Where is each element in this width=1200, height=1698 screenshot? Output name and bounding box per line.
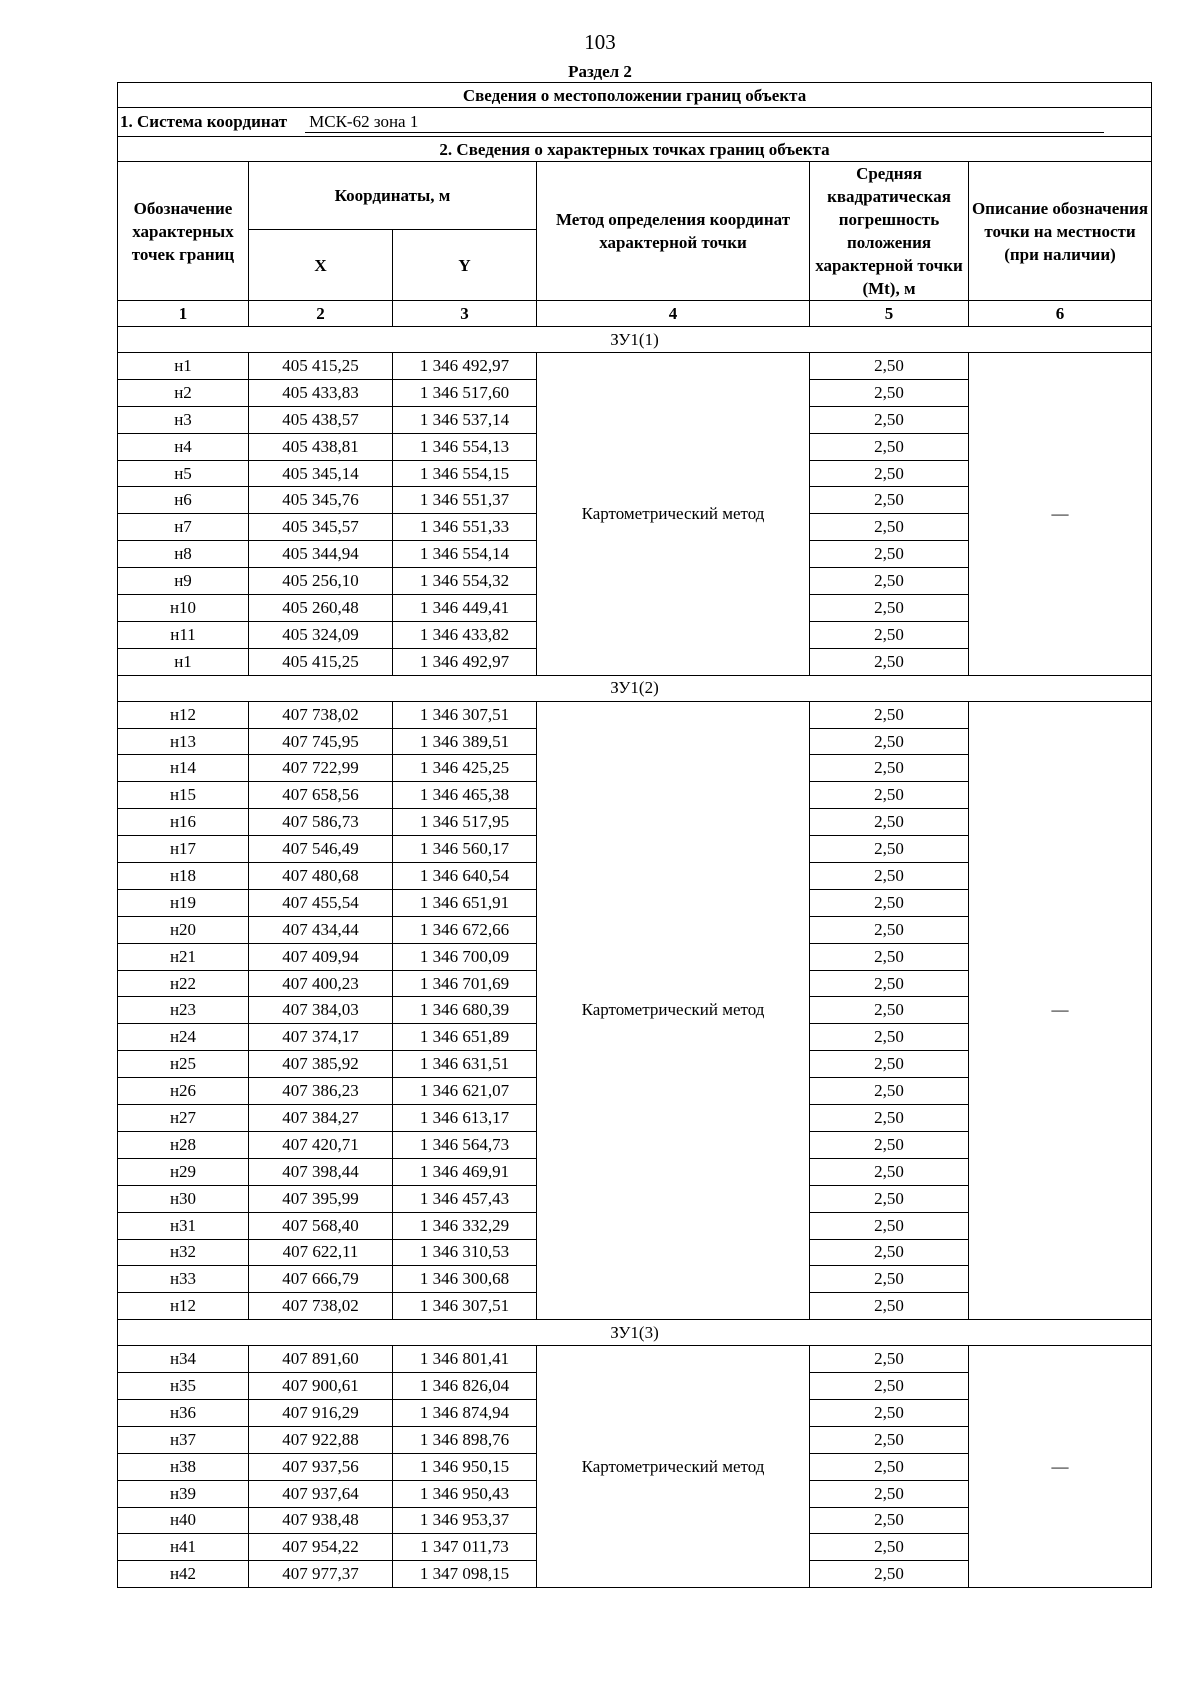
coord-y: 1 346 449,41 (393, 595, 537, 622)
coord-x: 405 345,76 (249, 487, 393, 514)
point-id: н10 (118, 595, 249, 622)
column-number: 6 (969, 301, 1152, 327)
coord-x: 407 568,40 (249, 1212, 393, 1239)
coord-y: 1 346 631,51 (393, 1051, 537, 1078)
coord-y: 1 346 492,97 (393, 648, 537, 675)
coord-system-row (118, 108, 1152, 137)
coord-system-label: 1. Система координат (120, 111, 288, 131)
point-id: н12 (118, 701, 249, 728)
point-id: н19 (118, 889, 249, 916)
coord-y: 1 346 613,17 (393, 1105, 537, 1132)
coord-y: 1 346 680,39 (393, 997, 537, 1024)
point-id: н5 (118, 460, 249, 487)
coord-y: 1 346 554,15 (393, 460, 537, 487)
mean-error: 2,50 (810, 755, 969, 782)
header-x: X (249, 230, 393, 301)
point-id: н14 (118, 755, 249, 782)
point-id: н38 (118, 1453, 249, 1480)
coord-x: 407 455,54 (249, 889, 393, 916)
mean-error: 2,50 (810, 406, 969, 433)
point-id: н11 (118, 621, 249, 648)
point-id: н41 (118, 1534, 249, 1561)
mean-error: 2,50 (810, 728, 969, 755)
point-id: н20 (118, 916, 249, 943)
coord-x: 407 400,23 (249, 970, 393, 997)
coord-x: 407 398,44 (249, 1158, 393, 1185)
mean-error: 2,50 (810, 1453, 969, 1480)
method-cell: Картометрический метод (537, 1346, 810, 1588)
header-point-designation: Обозначение характерных точек границ (118, 162, 249, 301)
mean-error: 2,50 (810, 1078, 969, 1105)
point-id: н7 (118, 514, 249, 541)
section-title: Раздел 2 (568, 62, 632, 81)
description-cell: — (969, 1346, 1152, 1588)
coord-y: 1 346 307,51 (393, 1293, 537, 1320)
coord-y: 1 346 551,33 (393, 514, 537, 541)
mean-error: 2,50 (810, 568, 969, 595)
point-id: н25 (118, 1051, 249, 1078)
coord-x: 407 384,27 (249, 1105, 393, 1132)
point-id: н39 (118, 1480, 249, 1507)
point-id: н40 (118, 1507, 249, 1534)
point-id: н18 (118, 863, 249, 890)
coord-y: 1 346 517,60 (393, 379, 537, 406)
column-number: 2 (249, 301, 393, 327)
mean-error: 2,50 (810, 1051, 969, 1078)
coord-x: 407 434,44 (249, 916, 393, 943)
mean-error: 2,50 (810, 648, 969, 675)
mean-error: 2,50 (810, 916, 969, 943)
coord-x: 407 385,92 (249, 1051, 393, 1078)
coord-x: 407 546,49 (249, 836, 393, 863)
header-method: Метод определения координат характерной точки (537, 162, 810, 301)
mean-error: 2,50 (810, 1426, 969, 1453)
coord-y: 1 346 950,43 (393, 1480, 537, 1507)
point-id: н1 (118, 353, 249, 380)
coord-x: 407 900,61 (249, 1373, 393, 1400)
coord-y: 1 346 651,89 (393, 1024, 537, 1051)
coord-y: 1 346 651,91 (393, 889, 537, 916)
coord-x: 407 420,71 (249, 1131, 393, 1158)
point-id: н36 (118, 1399, 249, 1426)
coord-x: 407 658,56 (249, 782, 393, 809)
coord-x: 407 977,37 (249, 1561, 393, 1588)
mean-error: 2,50 (810, 514, 969, 541)
coord-x: 407 954,22 (249, 1534, 393, 1561)
coord-y: 1 346 564,73 (393, 1131, 537, 1158)
point-id: н2 (118, 379, 249, 406)
coord-x: 407 937,56 (249, 1453, 393, 1480)
coord-y: 1 346 700,09 (393, 943, 537, 970)
header-y: Y (393, 230, 537, 301)
point-id: н16 (118, 809, 249, 836)
mean-error: 2,50 (810, 595, 969, 622)
coord-y: 1 346 554,14 (393, 541, 537, 568)
coord-y: 1 346 560,17 (393, 836, 537, 863)
point-id: н32 (118, 1239, 249, 1266)
coord-y: 1 346 701,69 (393, 970, 537, 997)
point-id: н12 (118, 1293, 249, 1320)
coord-x: 405 415,25 (249, 353, 393, 380)
point-id: н22 (118, 970, 249, 997)
coord-x: 407 738,02 (249, 701, 393, 728)
mean-error: 2,50 (810, 1105, 969, 1132)
point-id: н13 (118, 728, 249, 755)
coord-x: 407 384,03 (249, 997, 393, 1024)
coord-x: 407 722,99 (249, 755, 393, 782)
coord-y: 1 346 551,37 (393, 487, 537, 514)
mean-error: 2,50 (810, 1185, 969, 1212)
coord-y: 1 346 307,51 (393, 701, 537, 728)
coord-y: 1 346 537,14 (393, 406, 537, 433)
coord-x: 405 415,25 (249, 648, 393, 675)
point-id: н9 (118, 568, 249, 595)
mean-error: 2,50 (810, 1158, 969, 1185)
coord-x: 405 344,94 (249, 541, 393, 568)
point-id: н35 (118, 1373, 249, 1400)
coord-x: 405 324,09 (249, 621, 393, 648)
coord-x: 407 386,23 (249, 1078, 393, 1105)
coord-y: 1 346 389,51 (393, 728, 537, 755)
mean-error: 2,50 (810, 1024, 969, 1051)
mean-error: 2,50 (810, 997, 969, 1024)
mean-error: 2,50 (810, 701, 969, 728)
coord-x: 407 374,17 (249, 1024, 393, 1051)
description-cell: — (969, 353, 1152, 676)
coord-x: 405 345,14 (249, 460, 393, 487)
coord-x: 405 345,57 (249, 514, 393, 541)
coord-x: 407 745,95 (249, 728, 393, 755)
coord-x: 407 938,48 (249, 1507, 393, 1534)
method-cell: Картометрический метод (537, 701, 810, 1319)
mean-error: 2,50 (810, 460, 969, 487)
coord-y: 1 346 874,94 (393, 1399, 537, 1426)
point-id: н34 (118, 1346, 249, 1373)
coord-x: 405 256,10 (249, 568, 393, 595)
coord-x: 405 438,81 (249, 433, 393, 460)
point-id: н4 (118, 433, 249, 460)
point-id: н28 (118, 1131, 249, 1158)
coord-x: 407 409,94 (249, 943, 393, 970)
column-number: 5 (810, 301, 969, 327)
coord-x: 407 922,88 (249, 1426, 393, 1453)
point-id: н30 (118, 1185, 249, 1212)
coord-x: 407 891,60 (249, 1346, 393, 1373)
point-id: н42 (118, 1561, 249, 1588)
mean-error: 2,50 (810, 1399, 969, 1426)
point-id: н3 (118, 406, 249, 433)
mean-error: 2,50 (810, 782, 969, 809)
coord-y: 1 346 457,43 (393, 1185, 537, 1212)
point-id: н15 (118, 782, 249, 809)
mean-error: 2,50 (810, 1293, 969, 1320)
table-row (118, 353, 1152, 380)
coord-y: 1 346 332,29 (393, 1212, 537, 1239)
coord-y: 1 346 554,32 (393, 568, 537, 595)
coord-x: 407 480,68 (249, 863, 393, 890)
column-number: 3 (393, 301, 537, 327)
point-id: н1 (118, 648, 249, 675)
mean-error: 2,50 (810, 433, 969, 460)
coord-y: 1 346 433,82 (393, 621, 537, 648)
mean-error: 2,50 (810, 487, 969, 514)
coord-y: 1 346 554,13 (393, 433, 537, 460)
mean-error: 2,50 (810, 1266, 969, 1293)
mean-error: 2,50 (810, 1373, 969, 1400)
page-number: 103 (584, 30, 616, 54)
mean-error: 2,50 (810, 1346, 969, 1373)
mean-error: 2,50 (810, 970, 969, 997)
coord-y: 1 346 517,95 (393, 809, 537, 836)
point-id: н23 (118, 997, 249, 1024)
coord-y: 1 346 950,15 (393, 1453, 537, 1480)
header-description: Описание обозначения точки на местности (при наличии) (969, 162, 1152, 301)
mean-error: 2,50 (810, 836, 969, 863)
coord-x: 407 395,99 (249, 1185, 393, 1212)
table-row (118, 1346, 1152, 1373)
coord-y: 1 346 672,66 (393, 916, 537, 943)
point-id: н17 (118, 836, 249, 863)
description-cell: — (969, 701, 1152, 1319)
coord-x: 407 586,73 (249, 809, 393, 836)
mean-error: 2,50 (810, 1534, 969, 1561)
coord-y: 1 346 953,37 (393, 1507, 537, 1534)
coord-y: 1 346 469,91 (393, 1158, 537, 1185)
point-id: н37 (118, 1426, 249, 1453)
group-label: ЗУ1(2) (118, 675, 1152, 701)
coord-y: 1 346 801,41 (393, 1346, 537, 1373)
mean-error: 2,50 (810, 1507, 969, 1534)
coord-x: 405 260,48 (249, 595, 393, 622)
coord-y: 1 347 098,15 (393, 1561, 537, 1588)
point-id: н26 (118, 1078, 249, 1105)
point-id: н33 (118, 1266, 249, 1293)
coord-x: 407 622,11 (249, 1239, 393, 1266)
point-id: н6 (118, 487, 249, 514)
mean-error: 2,50 (810, 621, 969, 648)
mean-error: 2,50 (810, 863, 969, 890)
method-cell: Картометрический метод (537, 353, 810, 676)
header-error: Средняя квадратическая погрешность положения характерной точки (Mt), м (810, 162, 969, 301)
point-id: н24 (118, 1024, 249, 1051)
coord-x: 405 433,83 (249, 379, 393, 406)
boundary-table (117, 82, 1152, 1588)
point-id: н8 (118, 541, 249, 568)
coord-system-value: МСК-62 зона 1 (305, 112, 1104, 133)
coord-y: 1 346 898,76 (393, 1426, 537, 1453)
table-title: Сведения о местоположении границ объекта (118, 83, 1152, 108)
mean-error: 2,50 (810, 541, 969, 568)
column-number: 4 (537, 301, 810, 327)
mean-error: 2,50 (810, 1561, 969, 1588)
mean-error: 2,50 (810, 943, 969, 970)
points-title: 2. Сведения о характерных точках границ объекта (118, 137, 1152, 162)
coord-y: 1 346 640,54 (393, 863, 537, 890)
coord-x: 407 916,29 (249, 1399, 393, 1426)
group-label: ЗУ1(1) (118, 327, 1152, 353)
point-id: н21 (118, 943, 249, 970)
point-id: н27 (118, 1105, 249, 1132)
mean-error: 2,50 (810, 1480, 969, 1507)
coord-y: 1 346 621,07 (393, 1078, 537, 1105)
coord-y: 1 346 465,38 (393, 782, 537, 809)
column-number: 1 (118, 301, 249, 327)
coord-x: 407 666,79 (249, 1266, 393, 1293)
point-id: н29 (118, 1158, 249, 1185)
mean-error: 2,50 (810, 353, 969, 380)
mean-error: 2,50 (810, 809, 969, 836)
mean-error: 2,50 (810, 379, 969, 406)
coord-y: 1 346 425,25 (393, 755, 537, 782)
mean-error: 2,50 (810, 1212, 969, 1239)
coord-x: 407 738,02 (249, 1293, 393, 1320)
coord-y: 1 347 011,73 (393, 1534, 537, 1561)
point-id: н31 (118, 1212, 249, 1239)
mean-error: 2,50 (810, 1131, 969, 1158)
coord-y: 1 346 492,97 (393, 353, 537, 380)
coord-y: 1 346 826,04 (393, 1373, 537, 1400)
table-row (118, 701, 1152, 728)
coord-y: 1 346 300,68 (393, 1266, 537, 1293)
coord-x: 405 438,57 (249, 406, 393, 433)
mean-error: 2,50 (810, 889, 969, 916)
coord-x: 407 937,64 (249, 1480, 393, 1507)
header-coordinates: Координаты, м (249, 162, 537, 230)
mean-error: 2,50 (810, 1239, 969, 1266)
coord-y: 1 346 310,53 (393, 1239, 537, 1266)
group-label: ЗУ1(3) (118, 1320, 1152, 1346)
